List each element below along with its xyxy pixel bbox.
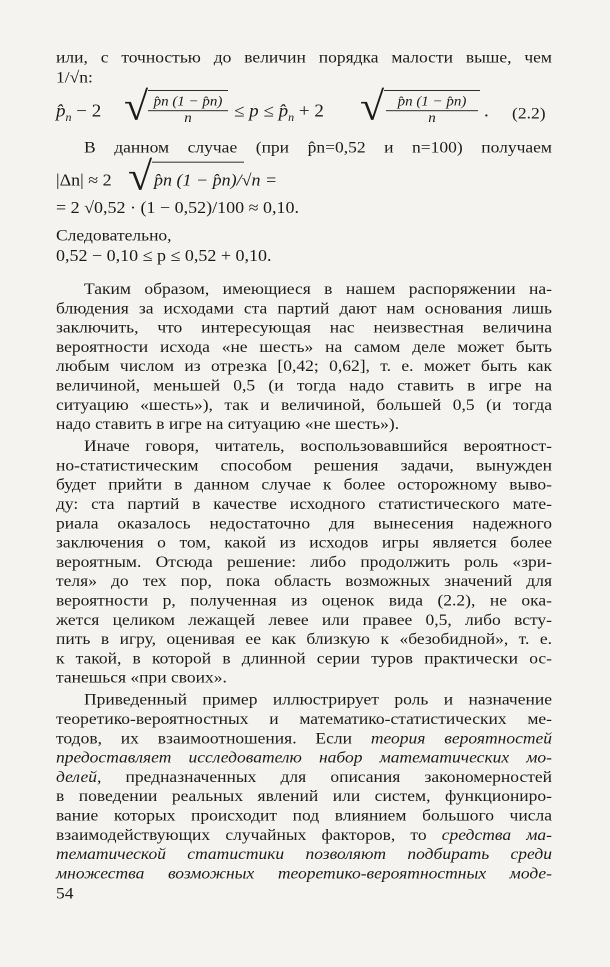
text-line: к такой, в которой в длинной серии туров практически ос- <box>56 648 552 668</box>
text-line: блюдения за исходами ста партий дают нам основания лишь <box>56 298 552 317</box>
text-line: или, с точностью до величин порядка малости выше, чем <box>56 47 552 67</box>
text-line: риала оказалось недостаточно для вынесения надежного <box>56 513 552 532</box>
formula-line <box>56 171 112 190</box>
text-line: но-статистическим способом решения задачи, вынужден <box>56 455 552 475</box>
text-line: заключить, что интересующая нас неизвестная величина <box>56 317 552 337</box>
sqrt-bar <box>384 90 480 91</box>
formula-term: − 2 <box>76 101 102 122</box>
emphasis-line: множества возможных теоретико-вероятностных моде- <box>56 863 552 883</box>
text-line: 1/√n: <box>56 67 93 87</box>
text-line: любым числом из отрезка [0,42; 0,62], т. е. может быть как <box>56 356 552 375</box>
text-line: Приведенный пример иллюстрирует роль и назначение <box>84 690 552 709</box>
formula-term: ≤ p ≤ p̂ <box>234 101 289 122</box>
formula-term: + 2 <box>298 101 324 122</box>
emphasis-text: теория вероятностей <box>370 728 553 747</box>
text-span: тодов, их взаимоотношения. Если <box>56 728 352 747</box>
text-line: пить в игру, оценивая ее как близкую к «безобидной», т. е. <box>56 629 552 648</box>
formula-sub: n <box>288 110 295 124</box>
text-span: предназначенных для описания закономерностей <box>125 767 552 786</box>
sqrt-bar <box>152 162 244 163</box>
emphasis-line: предоставляет исследователю набор математических мо- <box>56 747 552 767</box>
text-line: Следовательно, <box>56 226 172 245</box>
text-line: будет прийти в данном случае к более осторожному выво- <box>56 475 552 494</box>
text-line: жется целиком лежащей левее или правее 0,5, либо всту- <box>56 610 552 629</box>
text-line: танешься «при своих». <box>56 667 227 687</box>
emphasis-line: тематической статистики позволяют подбирать среди <box>56 844 552 863</box>
text-line <box>56 825 552 844</box>
text-line: величиной, меньшей 0,5 (и тогда надо ставить в игре на <box>56 375 552 395</box>
fraction <box>386 95 478 126</box>
sqrt-sign-icon: √ <box>360 83 385 129</box>
fraction-numerator: p̂n (1 − p̂n) <box>386 95 478 111</box>
sqrt-sign-icon: √ <box>128 153 153 199</box>
fraction-denominator: n <box>184 110 192 126</box>
equation-number: (2.2) <box>512 103 546 123</box>
text-line: В данном случае (при p̂n=0,52 и n=100) получаем <box>84 137 552 157</box>
fraction-denominator: n <box>428 110 436 126</box>
sqrt-bar <box>148 90 228 91</box>
formula-line: 0,52 − 0,10 ≤ p ≤ 0,52 + 0,10. <box>56 246 272 265</box>
fraction <box>148 95 228 126</box>
sqrt-sign-icon: √ <box>124 83 149 129</box>
formula-period: . <box>484 101 489 122</box>
text-line: вероятным. Отсюда решение: либо продолжить роль «зри- <box>56 552 552 571</box>
text-line: теля» до тех пор, пока область возможных значений для <box>56 571 552 590</box>
text-line: вероятности исхода «не шесть» на самом деле может быть <box>56 337 552 356</box>
page-number: 54 <box>56 883 74 903</box>
formula-term: |Δn| ≈ 2 <box>56 170 112 190</box>
formula-term: p̂n (1 − p̂n)/√n = <box>154 170 278 190</box>
text-line: Иначе говоря, читатель, воспользовавшийся вероятност- <box>84 436 552 455</box>
text-line <box>56 729 552 748</box>
text-line: ду: ста партий в качестве исходного статистического мате- <box>56 494 552 513</box>
formula-term: p̂ <box>56 101 66 122</box>
text-span: взаимодействующих случайных факторов, то <box>56 825 427 844</box>
text-line: в поведении реальных явлений или систем, функциониро- <box>56 786 552 805</box>
emphasis-text: делей, <box>56 767 102 786</box>
formula-line: = 2 √0,52 · (1 − 0,52)/100 ≈ 0,10. <box>56 198 300 217</box>
text-line: ситуацию «шесть»), так и величиной, большей 0,5 (и тогда <box>56 395 552 414</box>
text-line: Таким образом, имеющиеся в нашем распоряжении на- <box>84 279 552 298</box>
text-line: вероятности p, полученная из оценок вида (2.2), не ока- <box>56 590 552 610</box>
text-line: надо ставить в игре на ситуацию «не шесть»). <box>56 414 400 433</box>
text-line <box>56 767 552 786</box>
text-line: вание которых происходит под влиянием большого числа <box>56 805 552 825</box>
emphasis-text: средства ма- <box>441 825 552 844</box>
formula-sub: n <box>65 110 72 124</box>
text-line: заключения о том, какой из исходов игры является более <box>56 532 552 552</box>
fraction-numerator: p̂n (1 − p̂n) <box>148 95 228 111</box>
text-line: теоретико-вероятностных и математико-статистических ме- <box>56 709 552 728</box>
